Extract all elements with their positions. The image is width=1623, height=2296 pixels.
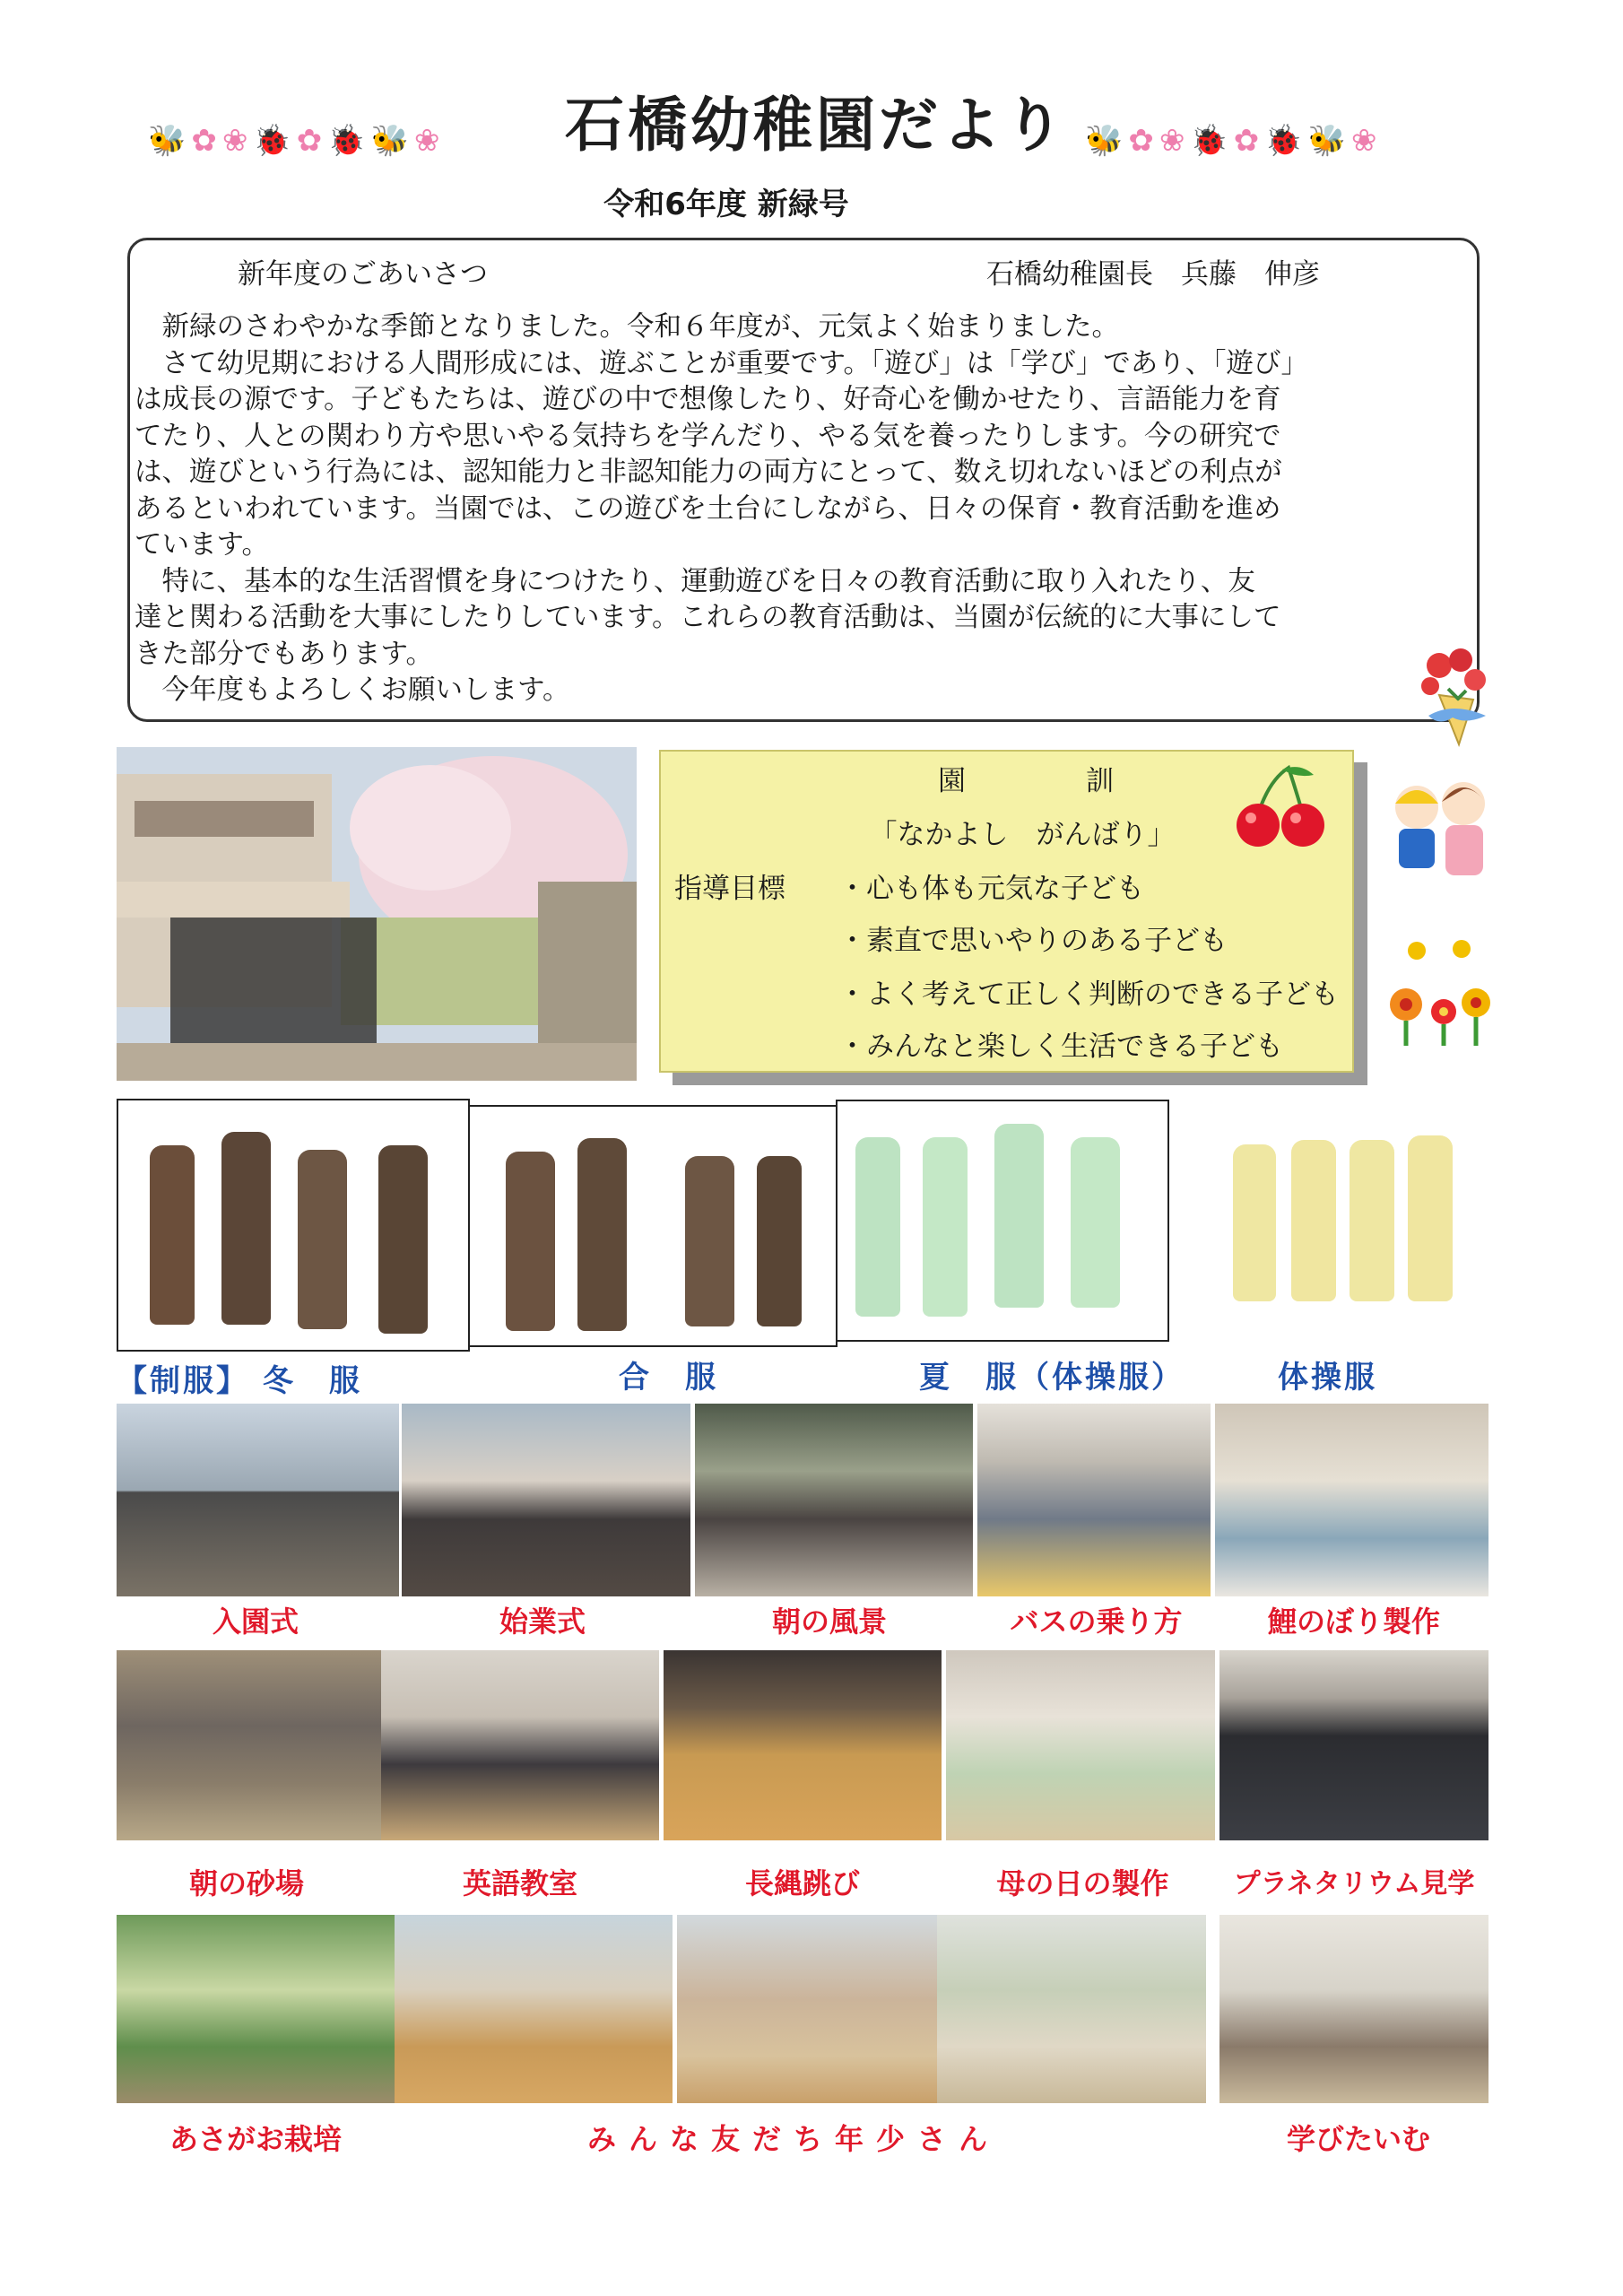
- ladybug-icon: 🐞: [1264, 123, 1303, 159]
- goals-label: 指導目標: [674, 873, 785, 905]
- event-photo-friends-2: [677, 1915, 937, 2103]
- greeting-line: は成長の源です。子どもたちは、遊びの中で想像したり、好奇心を働かせたり、言語能力を育: [135, 384, 1281, 415]
- greeting-line: は、遊びという行為には、認知能力と非認知能力の両方にとって、数え切れないほどの利点が: [135, 457, 1282, 488]
- goal-item: ・心も体も元気な子ども: [838, 873, 1144, 905]
- event-caption: 朝の風景: [771, 1605, 887, 1639]
- bee-icon: 🐝: [370, 123, 409, 159]
- event-photo-friends-1: [395, 1915, 673, 2103]
- event-caption: あさがお栽培: [169, 2122, 342, 2156]
- uniform-photo-gym: [1166, 1100, 1488, 1342]
- greeting-line: てたり、人との関わり方や思いやる気持ちを学んだり、やる気を養ったりします。今の研究で: [135, 420, 1281, 452]
- greeting-author: 石橋幼稚園長 兵藤 伸彦: [986, 258, 1320, 291]
- bee-icon: 🐝: [1085, 123, 1124, 159]
- greeting-heading: 新年度のごあいさつ: [238, 258, 488, 291]
- bouquet-icon: [1403, 646, 1502, 749]
- greeting-line: さて幼児期における人間形成には、遊ぶことが重要です。「遊び」は「学び」であり、「遊び」: [135, 347, 1309, 379]
- event-caption: 長縄跳び: [744, 1866, 860, 1900]
- greeting-line: 達と関わる活動を大事にしたりしています。これらの教育活動は、当園が伝統的に大事にして: [135, 602, 1281, 633]
- event-caption: 学びたいむ: [1286, 2122, 1430, 2156]
- uniform-photo-mid: [468, 1105, 838, 1347]
- header-decoration-right: [1085, 109, 1376, 172]
- flower-icon: ✿: [1128, 123, 1154, 159]
- flower-icon: ✿: [1233, 123, 1260, 159]
- goal-item: ・みんなと楽しく生活できる子ども: [838, 1031, 1283, 1063]
- greeting-line: ています。: [135, 529, 270, 561]
- event-photo-english-class: [381, 1650, 659, 1840]
- bee-icon: 🐝: [1307, 123, 1346, 159]
- header-decoration-left: [148, 109, 439, 172]
- event-caption: 朝の砂場: [188, 1866, 304, 1900]
- event-caption: 英語教室: [462, 1866, 577, 1900]
- greeting-body: [135, 309, 1480, 709]
- event-caption: バスの乗り方: [1010, 1605, 1183, 1639]
- event-caption: みんな友だち年少さん: [586, 2122, 1000, 2156]
- flower-icon: ✿: [296, 123, 323, 159]
- flower-icon: ❀: [1350, 123, 1377, 159]
- kids-illustration-icon: [1381, 771, 1497, 888]
- uniform-photo-summer: [836, 1100, 1169, 1342]
- event-caption: 始業式: [499, 1605, 586, 1639]
- event-photo-planetarium: [1219, 1650, 1488, 1840]
- ladybug-icon: 🐞: [327, 123, 366, 159]
- event-photo-sandbox: [117, 1650, 381, 1840]
- event-caption: 母の日の製作: [996, 1866, 1169, 1900]
- goal-item: ・素直で思いやりのある子ども: [838, 925, 1228, 957]
- event-photo-entrance-ceremony: [117, 1404, 399, 1596]
- flower-icon: ❀: [221, 123, 248, 159]
- uniform-label-mid: 合 服: [619, 1360, 718, 1396]
- issue-subtitle: 令和6年度 新緑号: [603, 187, 849, 222]
- event-caption: 鯉のぼり製作: [1267, 1605, 1440, 1639]
- event-photo-bus-riding: [977, 1404, 1211, 1596]
- greeting-line: 特に、基本的な生活習慣を身につけたり、運動遊びを日々の教育活動に取り入れたり、友: [135, 565, 1255, 597]
- ladybug-icon: 🐞: [253, 123, 291, 159]
- event-photo-friends-3: [937, 1915, 1206, 2103]
- greeting-line: きた部分でもあります。: [135, 638, 434, 670]
- bee-icon: 🐝: [148, 123, 187, 159]
- event-photo-mothers-day-craft: [946, 1650, 1215, 1840]
- ladybug-icon: 🐞: [1190, 123, 1228, 159]
- flower-icon: ❀: [1159, 123, 1185, 159]
- event-photo-learning-time: [1219, 1915, 1488, 2103]
- event-photo-opening-ceremony: [402, 1404, 690, 1596]
- motto-title: 園 訓: [938, 765, 1115, 797]
- motto-words: 「なかよし がんばり」: [869, 819, 1176, 851]
- uniform-label-summer: 夏 服（体操服）: [919, 1360, 1185, 1396]
- event-photo-morning-glory: [117, 1915, 395, 2103]
- flower-icon: ❀: [413, 123, 440, 159]
- cherry-icon: [1233, 762, 1327, 852]
- greeting-line: あるといわれています。当園では、この遊びを土台にしながら、日々の保育・教育活動を進め: [135, 492, 1281, 525]
- flowers-illustration-icon: [1381, 933, 1497, 1049]
- event-photo-morning-scene: [695, 1404, 973, 1596]
- kindergarten-building-photo: [117, 747, 637, 1081]
- event-caption: プラネタリウム見学: [1233, 1868, 1475, 1900]
- event-caption: 入園式: [212, 1605, 299, 1639]
- page-title: 石橋幼稚園だより: [565, 91, 1067, 160]
- uniform-label-winter: 【制服】 冬 服: [117, 1363, 362, 1399]
- greeting-line: 新緑のさわやかな季節となりました。令和６年度が、元気よく始まりました。: [135, 311, 1119, 343]
- flower-icon: ✿: [191, 123, 217, 159]
- event-photo-long-rope: [664, 1650, 942, 1840]
- uniform-photo-winter: [117, 1099, 470, 1352]
- greeting-line: 今年度もよろしくお願いします。: [135, 674, 570, 706]
- uniform-label-gym: 体操服: [1278, 1360, 1377, 1396]
- event-photo-koinobori-craft: [1215, 1404, 1488, 1596]
- goal-item: ・よく考えて正しく判断のできる子ども: [838, 978, 1339, 1011]
